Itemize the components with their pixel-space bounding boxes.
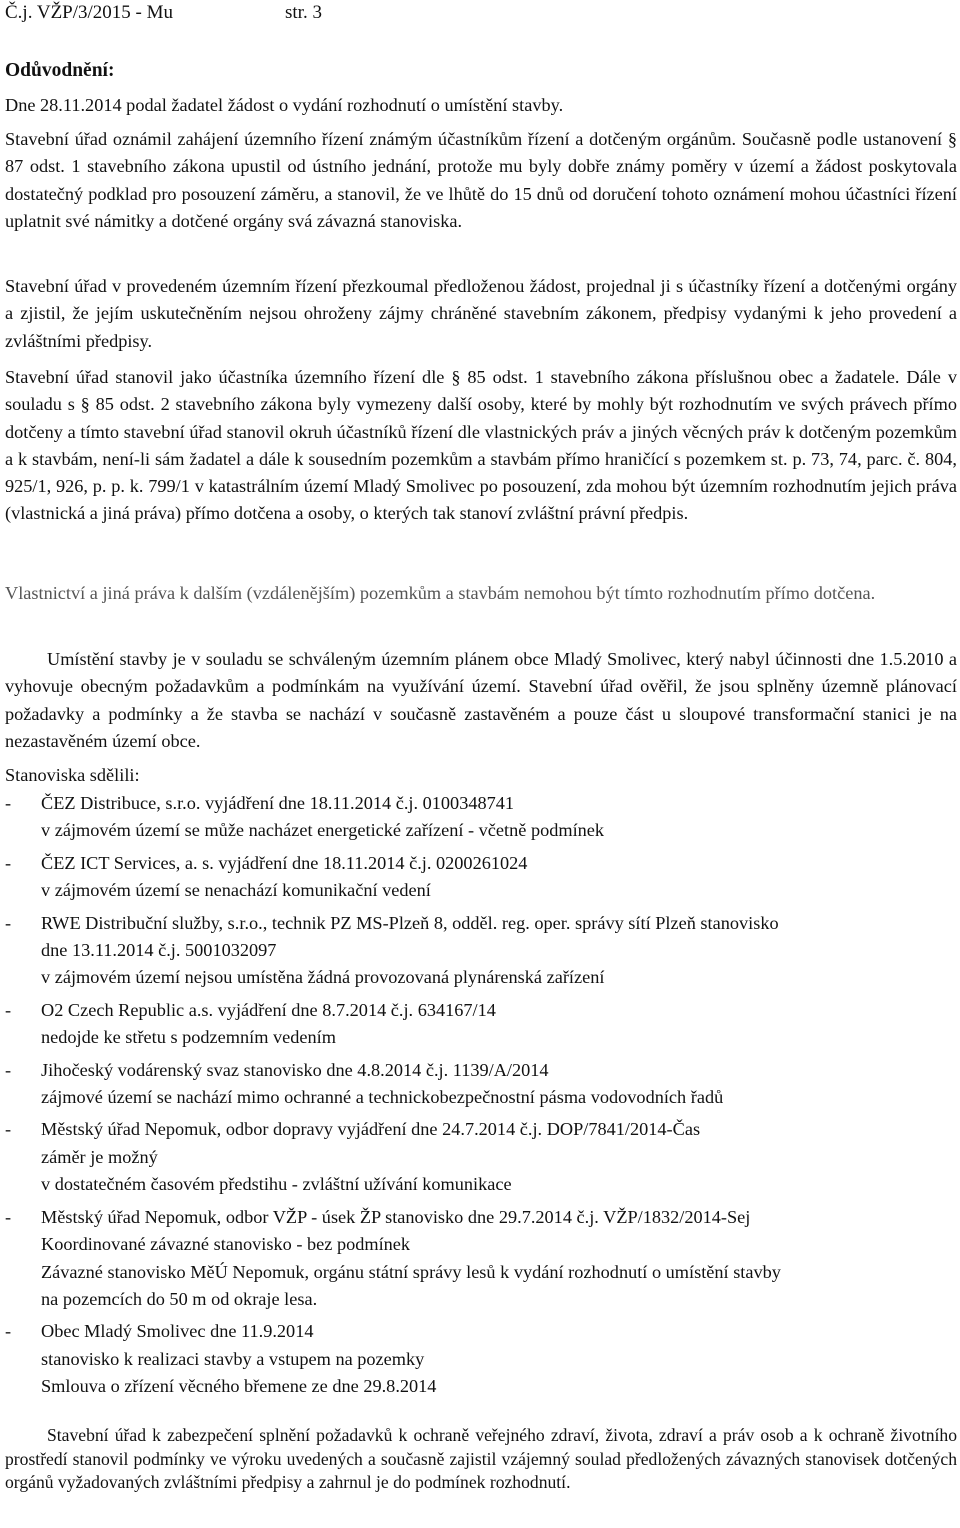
list-item-line: ČEZ Distribuce, s.r.o. vyjádření dne 18.11.2014 č.j. 0100348741 [41,793,515,813]
page-header [5,2,957,28]
paragraph-review: Stavební úřad v provedeném územním řízení přezkoumal předloženou žádost, projednal ji s účastníky řízení a dotčenými orgány a zjistil, že jejím uskutečněním nejsou ohroženy zájmy chráněné stavebním zákonem, předpisy vydanými k jeho provedení a zvláštními předpisy. [5,276,957,351]
list-item-line: Městský úřad Nepomuk, odbor dopravy vyjádření dne 24.7.2014 č.j. DOP/7841/2014-Čas [41,1119,701,1140]
list-dash: - [5,793,12,813]
list-item-text [41,910,957,992]
paragraph-participants: Stavební úřad stanovil jako účastníka územního řízení dle § 85 odst. 1 stavebního zákona příslušnou obec a žadatele. Dále v souladu s § 85 odst. 2 stavebního zákona byly vymezeny další osoby, které by mohly být rozhodnutím ve svých právech přímo dotčeny a tímto stavební úřad stanovil okruh účastníků řízení dle vlastnických práv a jiných věcných práv k dotčeným pozemkům a k stavbám, není-li sám žadatel a dále k sousedním pozemkům a stavbám přímo hraničící s pozemkem st. p. 73, 74, parc. č. 804, 925/1, 926, p. p. k. 799/1 v katastrálním území Mladý Smolivec po posouzení, zda mohou být územním rozhodnutím jejich práva (vlastnická a jiná práva) přímo dotčena a osoby, o kterých tak stanoví zvláštní právní předpis. [5,367,957,524]
list-item [5,1057,957,1112]
list-item [5,910,957,992]
list-item [5,790,957,845]
paragraph-other-rights: Vlastnictví a jiná práva k dalším (vzdálenějším) pozemkům a stavbám nemohou být tímto rozhodnutím přímo dotčena. [5,583,876,603]
list-item-line: Koordinované závazné stanovisko - bez podmínek [41,1234,411,1255]
list-dash: - [5,1206,12,1227]
list-dash: - [5,852,12,873]
paragraph-conclusion [5,1424,957,1495]
list-item-text [41,1116,957,1198]
list-item-line: Závazné stanovisko MěÚ Nepomuk, orgánu státní správy lesů k vydání rozhodnutí o umístění stavby [41,1261,781,1282]
list-item-line: na pozemcích do 50 m od okraje lesa. [41,1288,318,1309]
list-item-line: dne 13.11.2014 č.j. 5001032097 [41,940,277,961]
list-dash: - [5,1059,12,1080]
list-item-text [41,1318,957,1400]
list-item-line: Jihočeský vodárenský svaz stanovisko dne 4.8.2014 č.j. 1139/A/2014 [41,1059,549,1080]
list-item-text [41,1057,957,1112]
statements-heading: Stanoviska sdělili: [5,765,140,785]
list-item-line: v zájmovém území nejsou umístěna žádná provozovaná plynárenská zařízení [41,967,605,988]
list-item-line: nedojde ke střetu s podzemním vedením [41,1027,336,1048]
land-use-plan-text: Umístění stavby je v souladu se schváleným územním plánem obce Mladý Smolivec, který nabyl účinnosti dne 1.5.2010 a vyhovuje obecným požadavkům a podmínkám na využívání území. Stavební úřad ověřil, že jsou splněny územně plánovací požadavky a podmínky a že stavba se nachází v současně zastavěném a pouze část u sloupové transformační stanici je na nezastavěném území obce. [5,649,957,751]
list-item-line: Obec Mladý Smolivec dne 11.9.2014 [41,1321,314,1342]
statements-list [5,790,957,1406]
list-item-text [41,790,957,845]
paragraph-application-date: Dne 28.11.2014 podal žadatel žádost o vydání rozhodnutí o umístění stavby. [5,95,564,115]
list-item-text [41,850,957,905]
list-item-line: záměr je možný [41,1146,158,1167]
list-item-line: Smlouva o zřízení věcného břemene ze dne 29.8.2014 [41,1376,437,1397]
list-dash: - [5,1119,12,1140]
list-item-line: v zájmovém území se může nacházet energetické zařízení - včetně podmínek [41,820,605,841]
list-item-text [41,997,957,1052]
list-item-line: zájmové území se nachází mimo ochranné a technickobezpečnostní pásma vodovodních řadů [41,1087,724,1108]
list-item-line: v dostatečném časovém předstihu - zvláštní užívání komunikace [41,1174,512,1195]
list-item-text [41,1204,957,1314]
list-item-line: Městský úřad Nepomuk, odbor VŽP - úsek ŽP stanovisko dne 29.7.2014 č.j. VŽP/1832/2014-Sej [41,1206,751,1227]
paragraph-land-use-plan [5,646,957,755]
list-item [5,1318,957,1400]
list-item-line: stanovisko k realizaci stavby a vstupem na pozemky [41,1348,425,1369]
list-item-line: O2 Czech Republic a.s. vyjádření dne 8.7.2014 č.j. 634167/14 [41,999,496,1020]
conclusion-text: Stavební úřad k zabezpečení splnění požadavků k ochraně veřejného zdraví, života, zdraví a práv osob a k ochraně životního prostředí stanovil podmínky ve výroku uvedených a současně zajistil vzájemný soulad předložených závazných stanovisek dotčených orgánů vyžadovaných zvláštními předpisy a zahrnul je do podmínek rozhodnutí. [5,1425,957,1493]
reference-number: Č.j. VŽP/3/2015 - Mu [5,2,174,23]
list-item-line: v zájmovém území se nenachází komunikační vedení [41,880,431,901]
list-dash: - [5,999,12,1020]
list-item [5,1204,957,1314]
list-item-line: ČEZ ICT Services, a. s. vyjádření dne 18.11.2014 č.j. 0200261024 [41,852,528,873]
list-dash: - [5,1321,12,1342]
section-heading: Odůvodnění: [5,60,115,81]
list-dash: - [5,912,12,933]
list-item [5,1116,957,1198]
list-item [5,850,957,905]
page-number: str. 3 [285,2,322,23]
list-item-line: RWE Distribuční služby, s.r.o., technik PZ MS-Plzeň 8, odděl. reg. oper. správy sítí Plzeň stanovisko [41,912,779,933]
paragraph-procedure-notice: Stavební úřad oznámil zahájení územního řízení známým účastníkům řízení a dotčeným orgánům. Současně podle ustanovení § 87 odst. 1 stavebního zákona upustil od ústního jednání, protože mu byly dobře známy poměry v území a žádost poskytovala dostatečný podklad pro posouzení záměru, a stanovil, že ve lhůtě do 15 dnů od doručení tohoto oznámení mohou účastníci řízení uplatnit své námitky a dotčené orgány svá závazná stanoviska. [5,129,957,231]
list-item [5,997,957,1052]
